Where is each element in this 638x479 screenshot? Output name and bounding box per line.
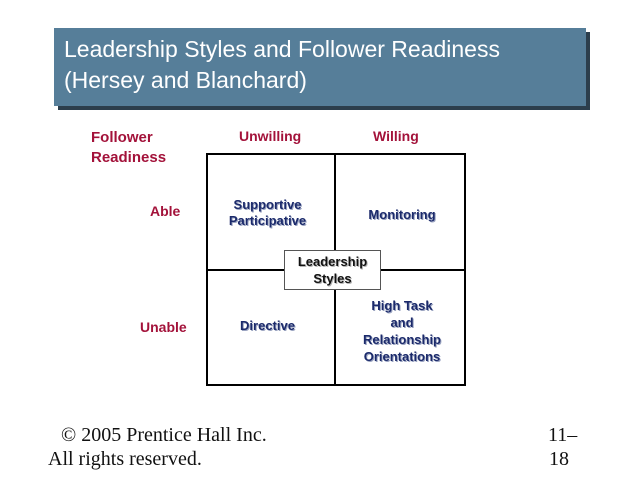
cell-unable-unwilling: Directive bbox=[240, 318, 295, 333]
follower-readiness-label bbox=[91, 128, 166, 168]
cell-able-unwilling bbox=[210, 197, 325, 229]
cell-supportive-text: Supportive bbox=[233, 197, 302, 212]
row-header-able: Able bbox=[150, 203, 181, 219]
leadership-styles-box bbox=[284, 250, 381, 290]
slide-title-line-2: (Hersey and Blanchard) bbox=[64, 67, 307, 93]
follower-label-line-1: Follower bbox=[91, 129, 153, 146]
follower-label-line-2: Readiness bbox=[91, 149, 167, 166]
cell-orientations-text: Orientations bbox=[363, 349, 441, 364]
title-bar bbox=[54, 28, 586, 106]
cell-able-willing: Monitoring bbox=[368, 207, 436, 222]
cell-and-text: and bbox=[390, 315, 414, 330]
column-header-unwilling: Unwilling bbox=[239, 128, 302, 144]
page-number-line-1: 11– bbox=[548, 424, 578, 446]
center-box-line-2: Styles bbox=[313, 271, 352, 286]
slide-title-line-1: Leadership Styles and Follower Readiness bbox=[64, 36, 500, 62]
slide-title bbox=[64, 34, 578, 96]
row-header-unable: Unable bbox=[140, 319, 187, 335]
copyright-line-1: © 2005 Prentice Hall Inc. bbox=[61, 424, 267, 446]
center-box-line-1: Leadership bbox=[297, 254, 368, 269]
cell-relationship-text: Relationship bbox=[362, 332, 441, 347]
page-number-line-2: 18 bbox=[549, 448, 569, 470]
column-header-willing: Willing bbox=[373, 128, 419, 144]
cell-participative-text: Participative bbox=[228, 213, 307, 228]
cell-unable-willing bbox=[340, 297, 464, 365]
cell-high-task-text: High Task bbox=[371, 298, 433, 313]
copyright-line-2: All rights reserved. bbox=[48, 448, 202, 470]
